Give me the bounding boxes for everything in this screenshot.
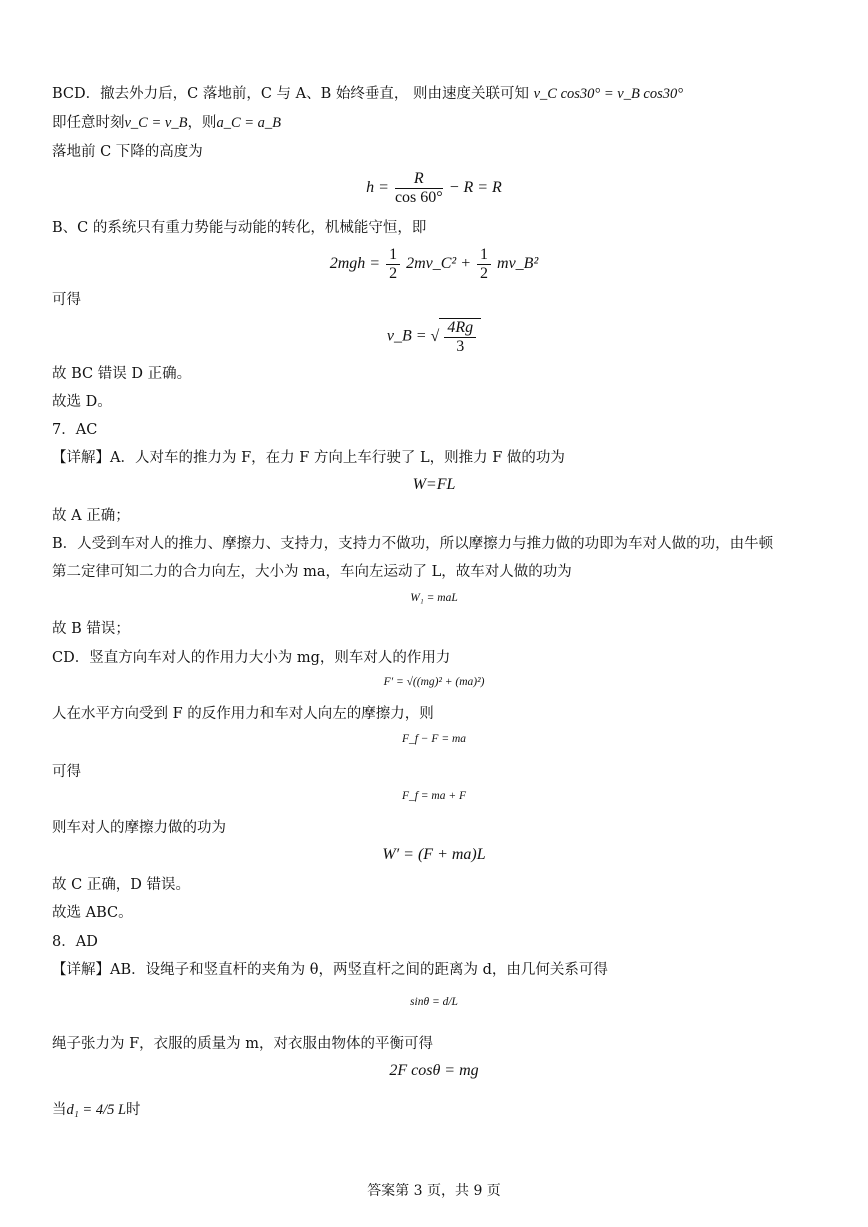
- line-34: [52, 1100, 141, 1120]
- eq: v_C = v_B: [124, 115, 188, 131]
- line-15: B．人受到车对人的推力、摩擦力、支持力，支持力不做功，所以摩擦力与推力做的功即为车对人做的功，由牛顿: [52, 536, 774, 552]
- frac-den: 2: [389, 265, 398, 282]
- text: BCD．撤去外力后，C 落地前，C 与 A、B 始终垂直， 则由速度关联可知: [52, 86, 530, 102]
- line-7: 可得: [52, 292, 81, 308]
- eq-height: [0, 170, 868, 207]
- eq-friction: F_f − F = ma: [401, 733, 467, 745]
- line-12: 【详解】A．人对车的推力为 F，在力 F 方向上车行驶了 L，则推力 F 做的功为: [52, 450, 565, 466]
- line-27: 故 C 正确，D 错误。: [52, 877, 191, 893]
- text: 当: [52, 1102, 67, 1118]
- eq-den: cos 60°: [394, 189, 443, 206]
- line-2: [52, 113, 281, 133]
- eq-balance: 2F cosθ = mg: [389, 1062, 479, 1079]
- line-32: 绳子张力为 F，衣服的质量为 m，对衣服由物体的平衡可得: [52, 1036, 434, 1052]
- line-23: 可得: [52, 764, 81, 780]
- eq-friction-2: F_f = ma + F: [401, 790, 467, 802]
- line-19: CD．竖直方向车对人的作用力大小为 mg，则车对人的作用力: [52, 650, 451, 666]
- eq-energy: [0, 246, 868, 283]
- eq-lhs: h =: [366, 179, 389, 197]
- frac-num: 1: [477, 246, 491, 265]
- eq-work: W=FL: [412, 476, 456, 493]
- frac-den: 2: [480, 265, 489, 282]
- eq-num: R: [395, 170, 443, 189]
- line-29: 8．AD: [52, 934, 98, 950]
- term-1: 2mv_C²: [406, 255, 457, 273]
- text: 即任意时刻: [52, 115, 125, 131]
- plus: +: [460, 255, 472, 273]
- line-25: 则车对人的摩擦力做的功为: [52, 820, 226, 836]
- eq-vb: v_B = √ $\frac{4Rg}{3}$: [0, 318, 868, 356]
- eq-lhs: 2mgh =: [329, 255, 381, 273]
- eq-rest: − R = R: [448, 179, 502, 197]
- eq-force: F′ = √((mg)² + (ma)²): [383, 676, 485, 688]
- frac-num: 1: [386, 246, 400, 265]
- eq: a_C = a_B: [216, 115, 282, 131]
- line-18: 故 B 错误；: [52, 621, 130, 637]
- eq-sin: sinθ = d/L: [410, 996, 458, 1008]
- line-9: 故 BC 错误 D 正确。: [52, 366, 192, 382]
- line-21: 人在水平方向受到 F 的反作用力和车对人向左的摩擦力，则: [52, 706, 434, 722]
- line-30: 【详解】AB．设绳子和竖直杆的夹角为 θ，两竖直杆之间的距离为 d，由几何关系可得: [52, 962, 608, 978]
- line-1: [52, 84, 683, 104]
- eq-work-friction: W′ = (F + ma)L: [382, 846, 486, 863]
- eq-w1: W₁ = maL: [410, 592, 458, 604]
- text: 时: [126, 1102, 141, 1118]
- line-11: 7．AC: [52, 422, 98, 438]
- sqrt-den: 3: [456, 338, 465, 355]
- text: ，则: [187, 115, 217, 131]
- term-2: mv_B²: [497, 255, 539, 273]
- line-10: 故选 D。: [52, 394, 112, 410]
- line-14: 故 A 正确；: [52, 508, 130, 524]
- eq: d₁ = 4/5 L: [66, 1102, 127, 1118]
- line-5: B、C 的系统只有重力势能与动能的转化，机械能守恒，即: [52, 220, 427, 236]
- line-16: 第二定律可知二力的合力向左，大小为 ma，车向左运动了 L，故车对人做的功为: [52, 564, 572, 580]
- line-3: 落地前 C 下降的高度为: [52, 144, 203, 160]
- eq-lhs: v_B =: [386, 327, 427, 345]
- sqrt-num: 4Rg: [444, 319, 476, 338]
- line-28: 故选 ABC。: [52, 905, 133, 921]
- velocity-relation: v_C cos30° = v_B cos30°: [533, 86, 684, 102]
- page-footer: 答案第 3 页，共 9 页: [367, 1183, 501, 1199]
